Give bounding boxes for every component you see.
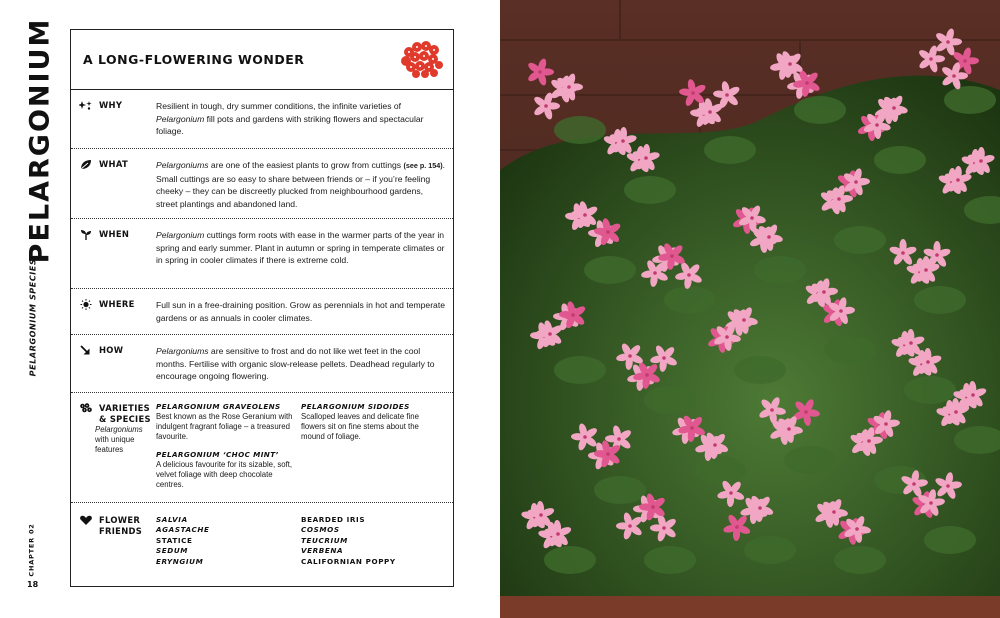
flower-center <box>645 373 649 377</box>
species-subtitle: PELARGONIUM SPECIES <box>28 258 38 376</box>
row-label: FRIENDS <box>99 525 143 536</box>
leaf <box>624 176 676 204</box>
flower-center <box>935 253 939 257</box>
flower-center <box>804 410 808 414</box>
flower-center <box>539 513 543 517</box>
flower-center <box>742 318 746 322</box>
flower-center <box>954 410 958 414</box>
flower-center <box>770 408 774 412</box>
flower-center <box>839 309 843 313</box>
flower-center <box>735 525 739 529</box>
row-label: WHEN <box>99 229 130 239</box>
variety-name: PELARGONIUM SIDOIDES <box>301 402 410 411</box>
varieties-column-2 <box>301 402 441 450</box>
friend-item: CALIFORNIAN POPPY <box>301 556 396 566</box>
flower-center <box>787 427 791 431</box>
leaf-icon <box>79 159 93 170</box>
variety-description: A delicious favourite for its sizable, soft, velvet foliage with deep chocolate centres. <box>156 459 293 490</box>
row-label: HOW <box>99 345 124 355</box>
friends-column-1 <box>156 515 296 567</box>
leaf <box>734 356 786 384</box>
leaf <box>744 536 796 564</box>
sun-icon <box>79 299 93 310</box>
flower-center <box>653 271 657 275</box>
flower-center <box>644 156 648 160</box>
row-flower-friends <box>71 503 453 586</box>
seedling-icon <box>79 229 93 240</box>
flower-center <box>571 313 575 317</box>
row-text: Full sun in a free-draining position. Grow as perennials in hot and temperate gardens or as annuals in cooler climates. <box>156 300 446 323</box>
flower-center <box>912 482 916 486</box>
leaf <box>554 116 606 144</box>
friend-item: VERBENA <box>301 546 344 556</box>
row-varieties <box>71 393 453 503</box>
row-label: WHERE <box>99 299 135 309</box>
flower-center <box>617 437 621 441</box>
friend-item: BEARDED IRIS <box>301 515 366 524</box>
friend-item: STATICE <box>156 535 193 545</box>
flower-center <box>832 510 836 514</box>
variety-name: PELARGONIUM ‘CHOC MINT’ <box>156 449 279 459</box>
flower-center <box>651 505 655 509</box>
panel-header <box>71 30 453 90</box>
info-panel <box>70 29 454 587</box>
friend-item: ERYNGIUM <box>156 556 204 566</box>
flower-cluster-logo-icon <box>397 38 445 80</box>
varieties-column-1 <box>156 402 296 497</box>
flower-center <box>758 506 762 510</box>
flower-center <box>713 443 717 447</box>
panel-title: A LONG-FLOWERING WONDER <box>83 52 305 67</box>
varieties-subtitle: Pelargoniums with unique features <box>95 425 143 454</box>
photo-illustration <box>500 0 1000 618</box>
flower-center <box>946 40 950 44</box>
row-why <box>71 90 453 149</box>
flower-center <box>690 426 694 430</box>
friends-column-2 <box>301 515 441 567</box>
flower-center <box>729 491 733 495</box>
flower-center <box>979 159 983 163</box>
leaf <box>644 546 696 574</box>
page-title: PELARGONIUM <box>24 17 56 263</box>
variety-name: PELARGONIUM GRAVEOLENS <box>156 402 281 411</box>
row-where <box>71 289 453 335</box>
flower-center <box>548 332 552 336</box>
flower-center <box>538 70 542 74</box>
flower-center <box>628 354 632 358</box>
terracotta-pot <box>500 596 1000 618</box>
flower-center <box>687 273 691 277</box>
flower-center <box>606 452 610 456</box>
friend-item: SEDUM <box>156 546 189 556</box>
variety-description: Best known as the Rose Geranium with indulgent fragrant foliage – a treasured favourite. <box>156 412 293 442</box>
leaf <box>874 146 926 174</box>
flower-center <box>567 85 571 89</box>
leaf <box>924 526 976 554</box>
heart-icon <box>79 515 93 526</box>
friend-item: AGASTACHE <box>156 525 210 535</box>
flower-center <box>901 251 905 255</box>
flower-center <box>855 527 859 531</box>
leaf <box>704 136 756 164</box>
row-text: Pelargonium cuttings form roots with ease in the warmer parts of the year in spring and early summer. Plant in autumn or spring in temperate climates or in spring in cooler climates if there is extreme cold. <box>156 230 445 266</box>
leaf <box>554 356 606 384</box>
flower-center <box>909 341 913 345</box>
flower-center <box>691 91 695 95</box>
flower-center <box>884 422 888 426</box>
flower-center <box>952 74 956 78</box>
arrow-icon <box>79 345 93 356</box>
row-label: WHAT <box>99 159 128 169</box>
row-text: Resilient in tough, dry summer conditions, the infinite varieties of Pelargonium fill pots and gardens with striking flowers and spectacular foliage. <box>156 101 424 137</box>
flower-center <box>946 484 950 488</box>
flower-center <box>544 104 548 108</box>
leaf <box>904 376 956 404</box>
flower-center <box>971 393 975 397</box>
row-text: Pelargoniums are sensitive to frost and do not like wet feet in the cool months. Fertilise with organic slow-release pellets. Deadhead regularly to encourage ongoing flowering. <box>156 346 435 382</box>
pelargonium-photo <box>500 0 1000 618</box>
row-label: & SPECIES <box>99 413 151 424</box>
leaf <box>754 256 806 284</box>
leaf <box>944 86 996 114</box>
flower-center <box>926 360 930 364</box>
flower-center <box>662 356 666 360</box>
leaf <box>594 476 646 504</box>
row-what <box>71 149 453 219</box>
leaf <box>784 446 836 474</box>
flower-center <box>929 501 933 505</box>
row-label: VARIETIES <box>99 403 150 413</box>
flower-center <box>805 81 809 85</box>
flower-center <box>583 435 587 439</box>
flower-center <box>837 197 841 201</box>
leaf <box>794 96 846 124</box>
friend-item: SALVIA <box>156 515 188 524</box>
flower-center <box>929 57 933 61</box>
variety-description: Scalloped leaves and delicate fine flowers sit on fine stems about the mound of foliage. <box>301 412 419 442</box>
flower-center <box>875 123 879 127</box>
row-label: FLOWER <box>99 515 141 525</box>
flower-center <box>822 290 826 294</box>
flower-center <box>628 524 632 528</box>
flower-center <box>606 230 610 234</box>
flower-center <box>892 106 896 110</box>
leaf <box>584 256 636 284</box>
flower-center <box>767 235 771 239</box>
page-number: 18 <box>27 580 39 589</box>
flower-center <box>963 59 967 63</box>
friend-item: COSMOS <box>301 525 340 535</box>
flower-center <box>556 532 560 536</box>
leaf <box>834 226 886 254</box>
leaf <box>644 386 696 414</box>
row-text: Pelargoniums are one of the easiest plants to grow from cuttings (see p. 154). Small cuttings are so easy to share between friends or – if you’re feeling cheeky – they can be discreetly plucked from neighbourhood gardens, street plantings and abandoned land. <box>156 160 445 209</box>
row-when <box>71 219 453 289</box>
chapter-label: CHAPTER 02 <box>28 523 37 577</box>
row-how <box>71 335 453 393</box>
flower-center <box>788 62 792 66</box>
flower-center <box>670 254 674 258</box>
leaf <box>834 546 886 574</box>
leaf <box>664 286 716 314</box>
flower-center <box>708 110 712 114</box>
leaf <box>914 286 966 314</box>
leaf <box>824 336 876 364</box>
friend-item: TEUCRIUM <box>301 535 348 545</box>
row-label: WHY <box>99 100 123 110</box>
flower-center <box>956 178 960 182</box>
flower-center <box>924 268 928 272</box>
flower-center <box>725 335 729 339</box>
flower-center <box>662 526 666 530</box>
flower-center <box>621 139 625 143</box>
flower-center <box>867 439 871 443</box>
flower-center <box>725 93 729 97</box>
flower-center <box>854 180 858 184</box>
flower-center <box>583 213 587 217</box>
leaf <box>544 546 596 574</box>
sparkle-icon <box>79 100 93 111</box>
flower-center <box>750 216 754 220</box>
leaf <box>694 456 746 484</box>
flower-cluster-icon <box>79 403 93 414</box>
